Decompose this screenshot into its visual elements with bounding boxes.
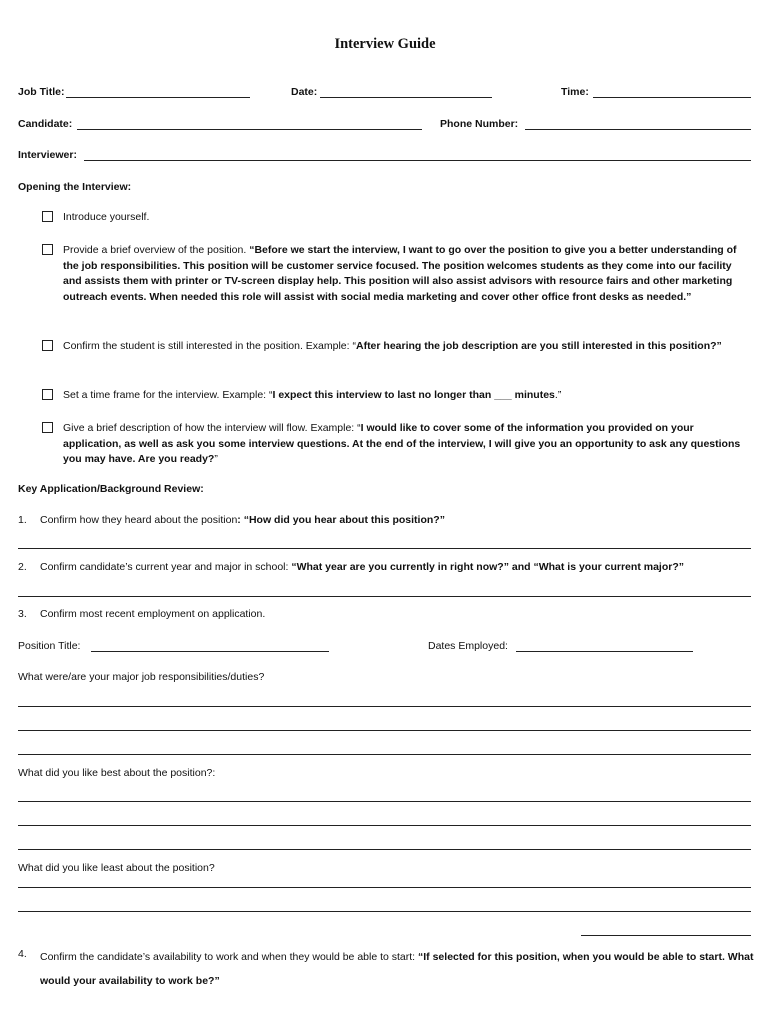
date-field[interactable] [320, 97, 492, 98]
phone-label: Phone Number: [440, 118, 519, 130]
question-3: Confirm most recent employment on application. [40, 608, 266, 620]
question-number: 3. [18, 608, 27, 620]
interviewer-field[interactable] [84, 160, 751, 161]
checkbox[interactable] [42, 422, 53, 433]
answer-line[interactable] [18, 849, 751, 850]
checkbox[interactable] [42, 389, 53, 400]
candidate-label: Candidate: [18, 118, 73, 130]
phone-field[interactable] [525, 129, 751, 130]
opening-heading: Opening the Interview: [18, 181, 132, 193]
question-4: Confirm the candidate’s availability to work and when they would be able to start: “If selected for this position, when you would be able to start. What would your availability to work be?” [40, 951, 754, 987]
job-title-label: Job Title: [18, 86, 65, 98]
review-heading: Key Application/Background Review: [18, 483, 204, 495]
position-title-field[interactable] [91, 651, 329, 652]
job-title-field[interactable] [66, 97, 250, 98]
checkbox[interactable] [42, 340, 53, 351]
checklist-item: Introduce yourself. [63, 211, 150, 223]
question-number: 2. [18, 561, 27, 573]
checkbox[interactable] [42, 211, 53, 222]
answer-line[interactable] [18, 706, 751, 707]
checklist-item: Give a brief description of how the interview will flow. Example: “I would like to cover some of the information you provided on your application, as well as ask you some interview questions. At the end of the interview, I will give you an opportunity to ask any questions you may have. Are you ready?” [63, 422, 741, 465]
dates-employed-field[interactable] [516, 651, 693, 652]
answer-line[interactable] [18, 801, 751, 802]
checklist-item: Set a time frame for the interview. Example: “I expect this interview to last no longer than ___ minutes.” [63, 389, 562, 401]
answer-line[interactable] [18, 887, 751, 888]
date-label: Date: [291, 86, 318, 98]
answer-line[interactable] [581, 935, 751, 936]
answer-line[interactable] [18, 548, 751, 549]
question-number: 1. [18, 514, 27, 526]
answer-line[interactable] [18, 730, 751, 731]
position-title-label: Position Title: [18, 640, 81, 652]
question-2: Confirm candidate’s current year and major in school: “What year are you currently in right now?” and “What is your current major?” [40, 561, 684, 573]
question-1: Confirm how they heard about the position: “How did you hear about this position?” [40, 514, 445, 526]
page-title: Interview Guide [334, 36, 436, 52]
interviewer-label: Interviewer: [18, 149, 77, 161]
dates-employed-label: Dates Employed: [428, 640, 508, 652]
checkbox[interactable] [42, 244, 53, 255]
checklist-item: Confirm the student is still interested in the position. Example: “After hearing the job description are you still interested in this position?” [63, 340, 722, 352]
checklist-item: Provide a brief overview of the position. “Before we start the interview, I want to go over the position to give you a better understanding of the job responsibilities. This position will be customer service focused. The position welcomes students as they come into our facility and assists them with printer or TV-screen display help. This position will also assist advisors with resource fairs and other marketing outreach events. When needed this role will assist with social media marketing and cover other office front desks as needed.” [63, 244, 737, 303]
candidate-field[interactable] [77, 129, 422, 130]
question-number: 4. [18, 948, 27, 960]
answer-line[interactable] [18, 911, 751, 912]
answer-line[interactable] [18, 754, 751, 755]
answer-line[interactable] [18, 825, 751, 826]
liked-least-label: What did you like least about the position? [18, 862, 215, 874]
time-label: Time: [561, 86, 589, 98]
duties-label: What were/are your major job responsibilities/duties? [18, 671, 265, 683]
time-field[interactable] [593, 97, 751, 98]
liked-best-label: What did you like best about the position?: [18, 767, 216, 779]
answer-line[interactable] [18, 596, 751, 597]
